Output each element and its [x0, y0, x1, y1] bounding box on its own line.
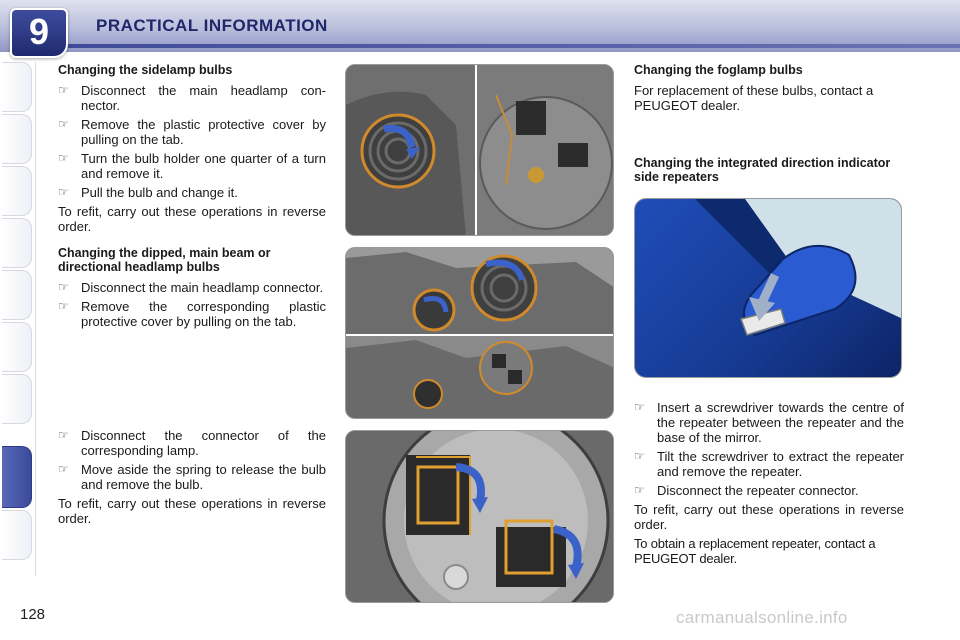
watermark: carmanualsonline.info: [676, 608, 848, 627]
dealer-note: To obtain a replacement repeater, contact a PEUGEOT dealer.: [634, 536, 876, 566]
list-item: ☞ Insert a screwdriver towards the centre of the repeater between the repeater and the base of the mirror.: [634, 400, 904, 445]
headlamp-section: [58, 246, 326, 333]
repeater-heading-block: [634, 156, 904, 190]
list-item: ☞ Disconnect the repeater connector.: [634, 483, 859, 498]
list-item: ☞ Turn the bulb holder one quarter of a turn and remove it.: [58, 151, 326, 181]
pointing-hand-icon: ☞: [58, 280, 69, 294]
list-item: ☞ Disconnect the main headlamp connector.: [58, 280, 324, 295]
refit-note: To refit, carry out these operations in reverse order.: [634, 502, 904, 532]
sidelamp-illustration: [345, 64, 614, 236]
pointing-hand-icon: ☞: [634, 483, 645, 497]
chapter-tab-active[interactable]: [2, 446, 32, 508]
pointing-hand-icon: ☞: [634, 400, 645, 414]
pointing-hand-icon: ☞: [58, 462, 69, 476]
chapter-tab[interactable]: [2, 166, 32, 216]
pointing-hand-icon: ☞: [58, 428, 69, 442]
section-heading: Changing the foglamp bulbs: [634, 63, 803, 77]
list-item: ☞ Move aside the spring to release the bulb and remove the bulb.: [58, 462, 326, 492]
header-rule: [40, 44, 960, 48]
bulb-connector-illustration: [345, 430, 614, 603]
page-number: 128: [20, 606, 46, 623]
pointing-hand-icon: ☞: [634, 449, 645, 463]
refit-note: To refit, carry out these operations in reverse order.: [58, 204, 326, 234]
chapter-tab-rail: [0, 62, 36, 576]
list-item: ☞ Remove the plastic protective cover by pulling on the tab.: [58, 117, 326, 147]
refit-note: To refit, carry out these operations in reverse order.: [58, 496, 326, 526]
page-title: PRACTICAL INFORMATION: [96, 16, 328, 35]
repeater-section: [634, 400, 904, 570]
section-heading: Changing the integrated direction indicator side repeaters: [634, 156, 891, 184]
chapter-tab[interactable]: [2, 218, 32, 268]
pointing-hand-icon: ☞: [58, 83, 69, 97]
connector-section: [58, 428, 326, 530]
chapter-tab[interactable]: [2, 322, 32, 372]
foglamp-text: For replacement of these bulbs, contact a PEUGEOT dealer.: [634, 83, 874, 113]
pointing-hand-icon: ☞: [58, 299, 69, 313]
chapter-tab[interactable]: [2, 62, 32, 112]
chapter-tab[interactable]: [2, 114, 32, 164]
sidelamp-section: [58, 63, 326, 238]
chapter-tab[interactable]: [2, 374, 32, 424]
list-item: ☞ Remove the corresponding plastic protective cover by pulling on the tab.: [58, 299, 326, 329]
side-repeater-illustration: [634, 198, 902, 378]
list-item: ☞ Tilt the screwdriver to extract the repeater and remove the repeater.: [634, 449, 904, 479]
chapter-tab[interactable]: [2, 270, 32, 320]
list-item: ☞ Disconnect the main headlamp con-nector.: [58, 83, 326, 113]
chapter-tab[interactable]: [2, 510, 32, 560]
pointing-hand-icon: ☞: [58, 185, 69, 199]
headlamp-illustration: [345, 247, 614, 419]
chapter-number-badge: 9: [10, 8, 68, 58]
section-heading: Changing the sidelamp bulbs: [58, 63, 233, 77]
pointing-hand-icon: ☞: [58, 117, 69, 131]
list-item: ☞ Pull the bulb and change it.: [58, 185, 238, 200]
pointing-hand-icon: ☞: [58, 151, 69, 165]
list-item: ☞ Disconnect the connector of the corresponding lamp.: [58, 428, 326, 458]
foglamp-section: [634, 63, 904, 117]
section-heading: Changing the dipped, main beam or directional headlamp bulbs: [58, 246, 271, 274]
